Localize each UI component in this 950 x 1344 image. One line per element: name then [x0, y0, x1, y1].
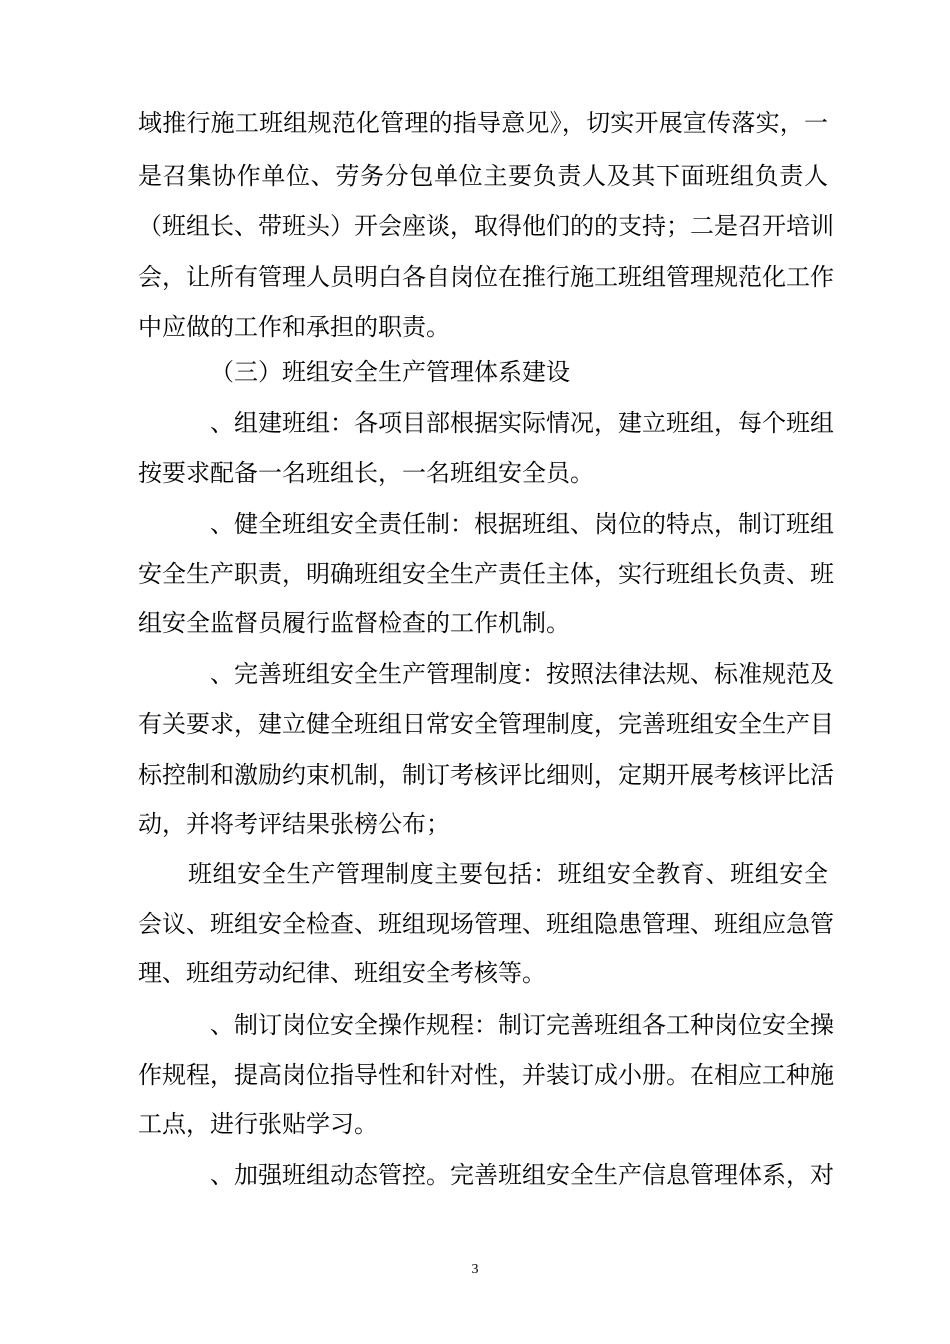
paragraph-line: 工点，进行张贴学习。 — [138, 1110, 378, 1138]
paragraph-line: 按要求配备一名班组长，一名班组安全员。 — [138, 459, 594, 487]
paragraph-line: 班组安全生产管理制度主要包括：班组安全教育、班组安全 — [188, 860, 828, 888]
paragraph-line: 动，并将考评结果张榜公布； — [138, 810, 450, 838]
paragraph-line: 、完善班组安全生产管理制度：按照法律法规、标准规范及 — [210, 660, 834, 688]
paragraph-line: 、组建班组：各项目部根据实际情况，建立班组，每个班组 — [210, 409, 834, 437]
paragraph-line: 是召集协作单位、劳务分包单位主要负责人及其下面班组负责人 — [138, 162, 828, 190]
paragraph-line: 、加强班组动态管控。完善班组安全生产信息管理体系，对 — [210, 1161, 834, 1189]
paragraph-line: 、健全班组安全责任制：根据班组、岗位的特点，制订班组 — [210, 510, 834, 538]
paragraph-line: 有关要求，建立健全班组日常安全管理制度，完善班组安全生产目 — [138, 710, 834, 738]
paragraph-line: 、制订岗位安全操作规程：制订完善班组各工种岗位安全操 — [210, 1011, 834, 1039]
paragraph-line: 域推行施工班组规范化管理的指导意见》，切实开展宣传落实，一 — [138, 109, 828, 137]
paragraph-line: 中应做的工作和承担的职责。 — [138, 313, 450, 341]
paragraph-line: 理、班组劳动纪律、班组安全考核等。 — [138, 959, 546, 987]
paragraph-line: 安全生产职责，明确班组安全生产责任主体，实行班组长负责、班 — [138, 560, 834, 588]
paragraph-line: 组安全监督员履行监督检查的工作机制。 — [138, 609, 570, 637]
page-number: 3 — [471, 1262, 479, 1277]
paragraph-line: 标控制和激励约束机制，制订考核评比细则，定期开展考核评比活 — [138, 761, 834, 789]
paragraph-line: 会议、班组安全检查、班组现场管理、班组隐患管理、班组应急管 — [138, 910, 834, 938]
section-heading: （三）班组安全生产管理体系建设 — [210, 358, 570, 386]
paragraph-line: （班组长、带班头）开会座谈，取得他们的的支持；二是召开培训 — [138, 212, 834, 240]
paragraph-line: 作规程，提高岗位指导性和针对性，并装订成小册。在相应工种施 — [138, 1061, 834, 1089]
paragraph-line: 会，让所有管理人员明白各自岗位在推行施工班组管理规范化工作 — [138, 263, 834, 291]
